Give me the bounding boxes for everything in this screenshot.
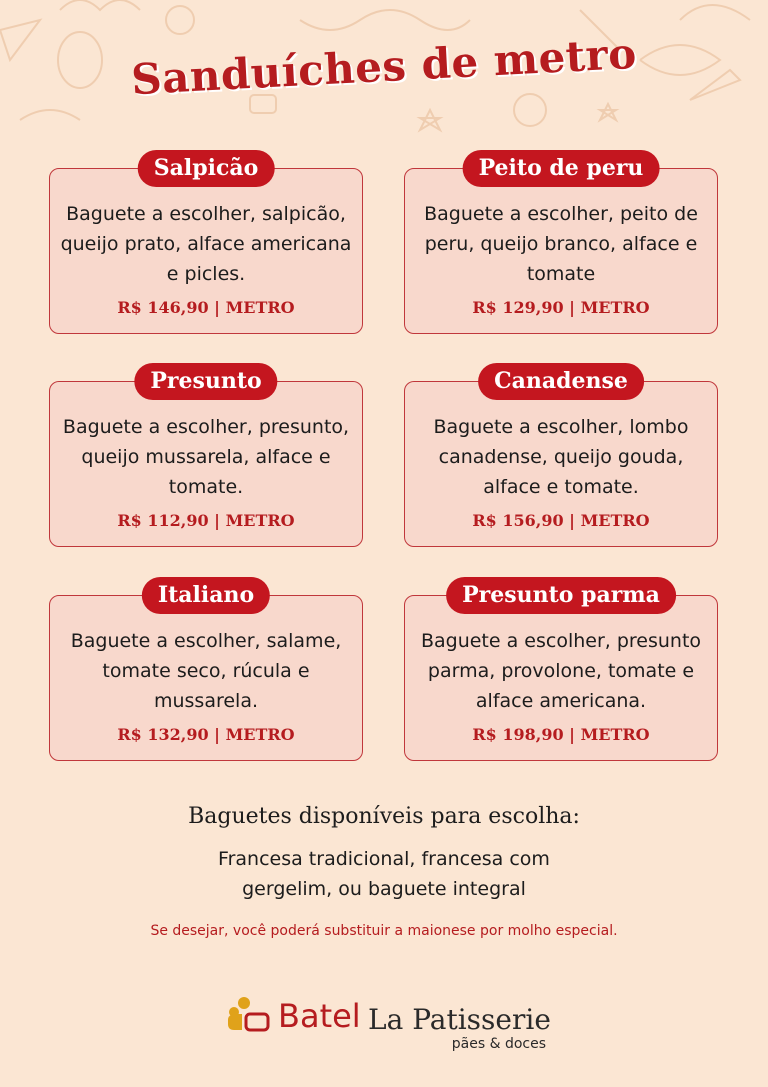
card-description: Baguete a escolher, presunto, queijo mussarela, alface e tomate. <box>62 416 350 498</box>
card-price: R$ 129,90 | METRO <box>472 298 650 317</box>
card-title: Peito de peru <box>463 150 660 187</box>
card-title: Italiano <box>142 577 270 614</box>
card-description: Baguete a escolher, salame, tomate seco, rúcula e mussarela. <box>70 630 342 712</box>
baguetes-options: Francesa tradicional, francesa com gergelim, ou baguete integral <box>218 848 550 900</box>
menu-card-presunto-parma <box>404 582 718 761</box>
baguetes-title: Baguetes disponíveis para escolha: <box>188 804 580 829</box>
card-description: Baguete a escolher, presunto parma, provolone, tomate e alface americana. <box>420 630 702 712</box>
brand-tagline: pães & doces <box>451 1036 546 1052</box>
card-description: Baguete a escolher, lombo canadense, queijo gouda, alface e tomate. <box>433 416 689 498</box>
card-title: Presunto <box>134 363 277 400</box>
card-description: Baguete a escolher, salpicão, queijo prato, alface americana e picles. <box>60 203 352 285</box>
brand-name-batel: Batel <box>278 997 361 1035</box>
card-description: Baguete a escolher, peito de peru, queijo branco, alface e tomate <box>424 203 698 285</box>
menu-card-canadense <box>404 368 718 547</box>
menu-card-presunto <box>49 368 363 547</box>
card-price: R$ 198,90 | METRO <box>472 725 650 744</box>
card-price: R$ 132,90 | METRO <box>117 725 295 744</box>
card-title: Presunto parma <box>446 577 676 614</box>
menu-card-italiano <box>49 582 363 761</box>
menu-card-salpicao <box>49 155 363 334</box>
card-title: Salpicão <box>138 150 275 187</box>
brand-name-patisserie: La Patisserie <box>368 1003 551 1036</box>
sauce-note: Se desejar, você poderá substituir a maionese por molho especial. <box>150 923 618 939</box>
brand-logo <box>226 996 551 1056</box>
card-price: R$ 146,90 | METRO <box>117 298 295 317</box>
bakery-logo-icon <box>226 996 272 1036</box>
page-title: Sanduíches de metro <box>130 28 638 105</box>
card-title: Canadense <box>478 363 644 400</box>
card-price: R$ 156,90 | METRO <box>472 511 650 530</box>
card-price: R$ 112,90 | METRO <box>117 511 295 530</box>
menu-card-peito-de-peru <box>404 155 718 334</box>
